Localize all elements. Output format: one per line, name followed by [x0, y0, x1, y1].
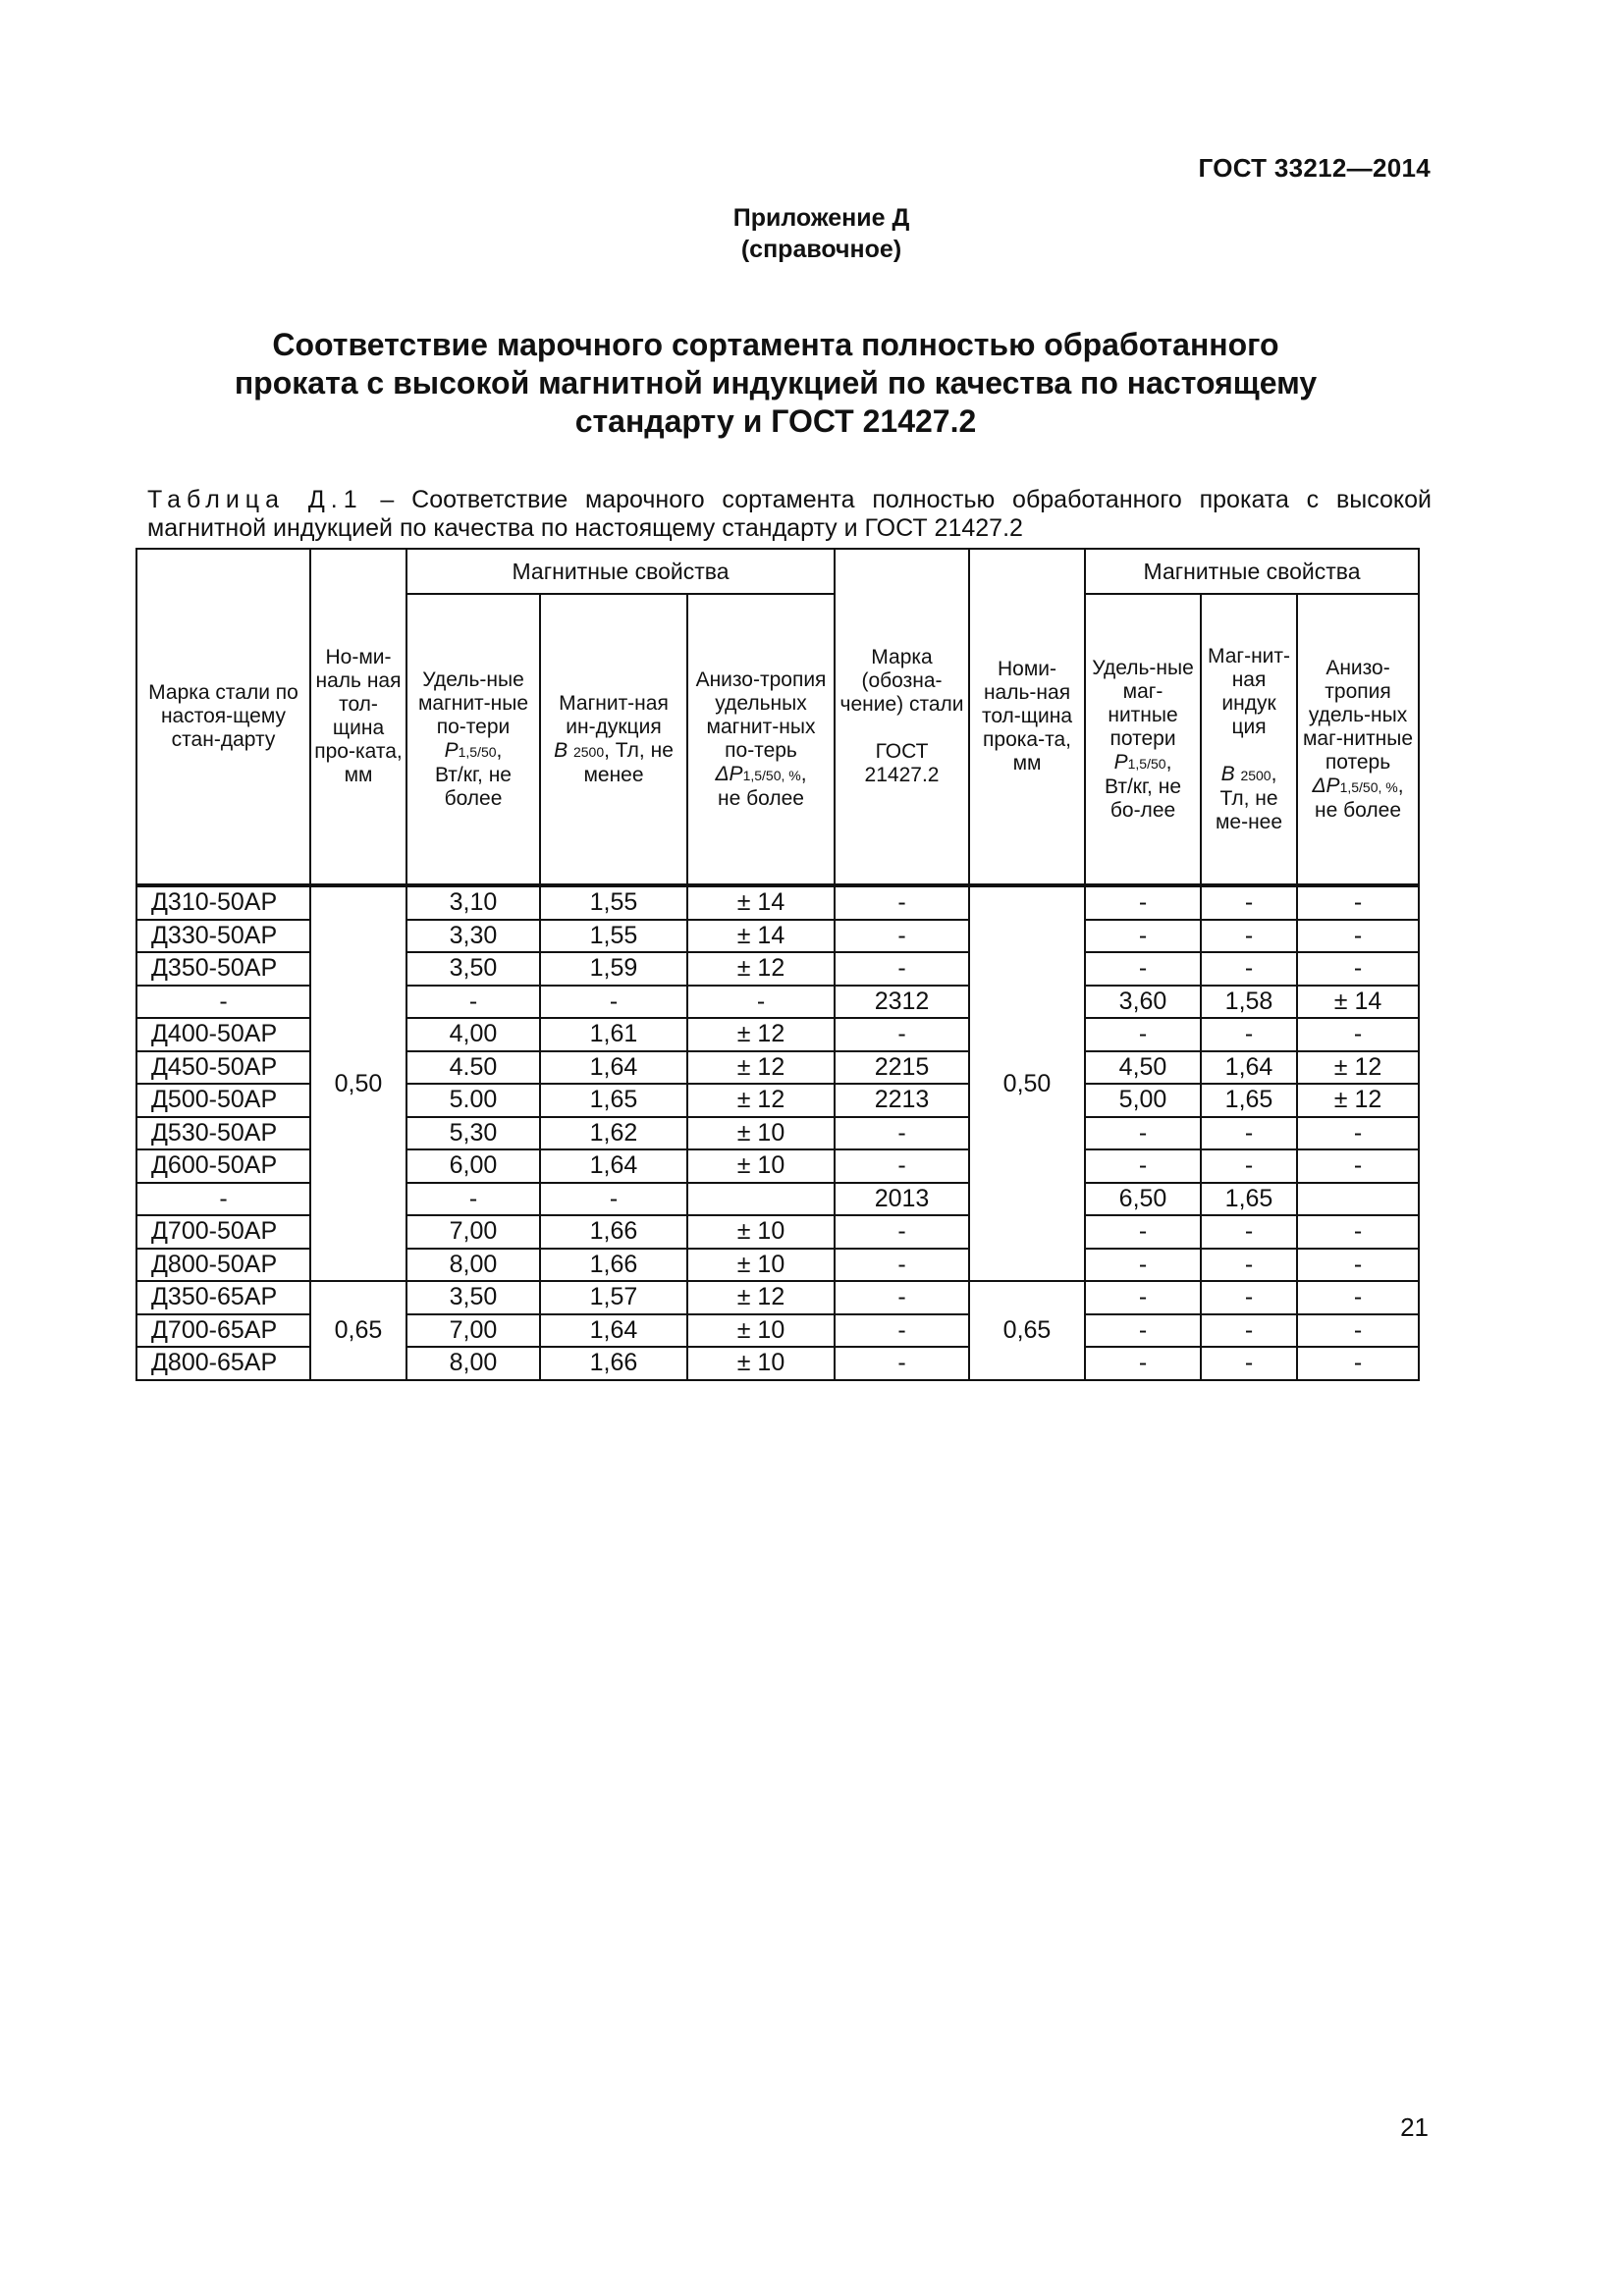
header-gost-grade-label: Марка (обозна-чение) стали — [839, 646, 964, 716]
grade-cell: Д450-50АР — [136, 1051, 310, 1085]
gost-grade-cell: - — [835, 1314, 969, 1348]
header-induction-2-label: Маг-нит-ная индук ция — [1208, 644, 1291, 738]
anisotropy-cell: ± 12 — [687, 1281, 835, 1314]
loss-cell: 5,30 — [406, 1117, 540, 1150]
loss-2-cell: - — [1085, 1215, 1201, 1249]
loss-cell: 4,00 — [406, 1018, 540, 1051]
induction-2-cell: 1,58 — [1201, 986, 1297, 1019]
gost-grade-cell: 2213 — [835, 1084, 969, 1117]
anisotropy-cell: ± 12 — [687, 1084, 835, 1117]
anisotropy-2-cell: - — [1297, 1249, 1419, 1282]
header-specific-losses: Удель-ные магнит-ные по-тери P1,5/50, Вт/кг, не более — [406, 594, 540, 885]
gost-grade-cell: - — [835, 1281, 969, 1314]
induction-2-cell: 1,65 — [1201, 1084, 1297, 1117]
gost-grade-cell: - — [835, 1117, 969, 1150]
anisotropy-2-cell: - — [1297, 952, 1419, 986]
symbol-b-2-sub: 2500 — [1240, 767, 1271, 783]
thickness-cell: 0,65 — [310, 1281, 406, 1380]
gost-grade-cell: 2013 — [835, 1183, 969, 1216]
grade-cell: - — [136, 1183, 310, 1216]
symbol-b: B — [554, 738, 568, 762]
header-anisotropy-2-limit: , не более — [1315, 774, 1404, 822]
induction-2-cell: - — [1201, 1215, 1297, 1249]
grade-cell: Д500-50АР — [136, 1084, 310, 1117]
induction-2-cell: - — [1201, 1249, 1297, 1282]
anisotropy-cell: ± 10 — [687, 1117, 835, 1150]
loss-cell: 7,00 — [406, 1314, 540, 1348]
anisotropy-2-cell: - — [1297, 885, 1419, 920]
induction-cell: 1,64 — [540, 1149, 687, 1183]
anisotropy-cell: ± 10 — [687, 1314, 835, 1348]
loss-2-cell: - — [1085, 1249, 1201, 1282]
anisotropy-2-cell: - — [1297, 1117, 1419, 1150]
anisotropy-2-cell: ± 12 — [1297, 1084, 1419, 1117]
loss-2-cell: - — [1085, 920, 1201, 953]
grade-cell: Д800-65АР — [136, 1347, 310, 1380]
loss-cell: 8,00 — [406, 1347, 540, 1380]
appendix-label: Приложение Д — [732, 204, 910, 232]
grade-cell: Д330-50АР — [136, 920, 310, 953]
loss-2-cell: 3,60 — [1085, 986, 1201, 1019]
loss-2-cell: 4,50 — [1085, 1051, 1201, 1085]
header-anisotropy-label: Анизо-тропия удельных магнит-ных по-терь — [695, 667, 827, 762]
anisotropy-cell: ± 10 — [687, 1149, 835, 1183]
loss-2-cell: - — [1085, 1149, 1201, 1183]
header-gost-standard: ГОСТ 21427.2 — [864, 740, 940, 786]
header-thickness: Но-ми-наль ная тол-щина про-ката, мм — [310, 549, 406, 885]
induction-cell: 1,65 — [540, 1084, 687, 1117]
header-specific-losses-2-unit: Вт/кг, не бо-лее — [1105, 774, 1182, 822]
gost-grade-cell: - — [835, 885, 969, 920]
gost-grade-cell: 2312 — [835, 986, 969, 1019]
loss-2-cell: - — [1085, 1314, 1201, 1348]
anisotropy-cell: ± 14 — [687, 920, 835, 953]
induction-2-cell: 1,64 — [1201, 1051, 1297, 1085]
grade-cell: Д400-50АР — [136, 1018, 310, 1051]
grade-cell: Д800-50АР — [136, 1249, 310, 1282]
header-specific-losses-unit: Вт/кг, не более — [435, 763, 512, 810]
induction-2-cell: - — [1201, 952, 1297, 986]
grade-cell: Д350-50АР — [136, 952, 310, 986]
table-caption — [147, 486, 1432, 543]
induction-cell: 1,64 — [540, 1051, 687, 1085]
induction-2-cell: - — [1201, 885, 1297, 920]
grade-cell: Д600-50АР — [136, 1149, 310, 1183]
anisotropy-cell: ± 10 — [687, 1347, 835, 1380]
loss-cell: - — [406, 986, 540, 1019]
anisotropy-2-cell: - — [1297, 1281, 1419, 1314]
gost-grade-cell: - — [835, 1249, 969, 1282]
gost-grade-cell: - — [835, 920, 969, 953]
induction-2-cell: - — [1201, 1314, 1297, 1348]
header-magnetic-properties-2: Магнитные свойства — [1085, 549, 1419, 594]
grade-cell: Д530-50АР — [136, 1117, 310, 1150]
anisotropy-cell — [687, 1183, 835, 1216]
loss-cell: 8,00 — [406, 1249, 540, 1282]
induction-cell: 1,57 — [540, 1281, 687, 1314]
loss-cell: 3,50 — [406, 952, 540, 986]
thickness-2-cell: 0,50 — [969, 885, 1085, 1281]
symbol-p-2-sub: 1,5/50 — [1127, 755, 1166, 772]
header-thickness-2: Номи-наль-ная тол-щина прока-та, мм — [969, 549, 1085, 885]
header-specific-losses-2: Удель-ные маг-нитные потери P1,5/50, Вт/кг, не бо-лее — [1085, 594, 1201, 885]
anisotropy-2-cell: - — [1297, 1018, 1419, 1051]
anisotropy-2-cell: - — [1297, 920, 1419, 953]
loss-2-cell: 5,00 — [1085, 1084, 1201, 1117]
header-specific-losses-label: Удель-ные магнит-ные по-тери — [417, 667, 529, 738]
table-row — [136, 885, 1419, 920]
grade-cell: - — [136, 986, 310, 1019]
induction-cell: 1,62 — [540, 1117, 687, 1150]
gost-grade-cell: - — [835, 1347, 969, 1380]
anisotropy-2-cell — [1297, 1183, 1419, 1216]
symbol-b-2: B — [1220, 762, 1235, 785]
loss-cell: - — [406, 1183, 540, 1216]
induction-2-cell: 1,65 — [1201, 1183, 1297, 1216]
loss-2-cell: - — [1085, 1117, 1201, 1150]
induction-2-cell: - — [1201, 1117, 1297, 1150]
header-grade: Марка стали по настоя-щему стан-дарту — [136, 549, 310, 885]
anisotropy-2-cell: - — [1297, 1149, 1419, 1183]
header-anisotropy-2 — [1297, 594, 1419, 885]
induction-cell: 1,55 — [540, 885, 687, 920]
anisotropy-2-cell: ± 12 — [1297, 1051, 1419, 1085]
appendix-type: (справочное) — [740, 236, 902, 263]
loss-2-cell: - — [1085, 885, 1201, 920]
anisotropy-2-cell: - — [1297, 1347, 1419, 1380]
induction-2-cell: - — [1201, 1018, 1297, 1051]
gost-grade-cell: - — [835, 1018, 969, 1051]
anisotropy-2-cell: - — [1297, 1314, 1419, 1348]
header-induction-unit: , Тл, не менее — [583, 738, 674, 786]
symbol-p: P — [444, 738, 459, 762]
header-magnetic-properties: Магнитные свойства — [406, 549, 835, 594]
gost-grade-cell: 2215 — [835, 1051, 969, 1085]
appendix-heading — [0, 202, 1623, 265]
title-line-2: проката с высокой магнитной индукцией по качества по настоящему — [234, 365, 1318, 400]
thickness-2-cell: 0,65 — [969, 1281, 1085, 1380]
thickness-cell: 0,50 — [310, 885, 406, 1281]
loss-2-cell: - — [1085, 1281, 1201, 1314]
table-caption-label: Таблица Д.1 — [147, 486, 363, 513]
grade-cell: Д310-50АР — [136, 885, 310, 920]
induction-cell: - — [540, 986, 687, 1019]
anisotropy-cell: ± 12 — [687, 952, 835, 986]
symbol-p-sub: 1,5/50 — [458, 743, 497, 760]
anisotropy-cell: ± 12 — [687, 1051, 835, 1085]
loss-cell: 6,00 — [406, 1149, 540, 1183]
title-line-1: Соответствие марочного сортамента полностью обработанного — [272, 327, 1279, 362]
induction-cell: 1,66 — [540, 1215, 687, 1249]
page-number: 21 — [1400, 2112, 1429, 2142]
symbol-delta-p-2-sub: 1,5/50, % — [1339, 778, 1398, 795]
grade-cell: Д700-50АР — [136, 1215, 310, 1249]
title-line-3: стандарту и ГОСТ 21427.2 — [574, 403, 977, 439]
anisotropy-2-cell: ± 14 — [1297, 986, 1419, 1019]
header-anisotropy: Анизо-тропия удельных магнит-ных по-терь ΔP1,5/50, %, не более — [687, 594, 835, 885]
page-title — [177, 326, 1375, 441]
symbol-b-sub: 2500 — [572, 743, 605, 760]
header-induction-2-unit: Тл, не ме-нее — [1215, 786, 1283, 833]
gost-grade-cell: - — [835, 1149, 969, 1183]
loss-2-cell: - — [1085, 1018, 1201, 1051]
header-induction — [540, 594, 687, 885]
loss-cell: 5.00 — [406, 1084, 540, 1117]
loss-cell: 3,30 — [406, 920, 540, 953]
anisotropy-cell: ± 10 — [687, 1215, 835, 1249]
induction-cell: 1,55 — [540, 920, 687, 953]
grade-cell: Д350-65АР — [136, 1281, 310, 1314]
symbol-p-2: P — [1113, 750, 1128, 774]
table-caption-text: – Соответствие марочного сортамента полностью обработанного проката с высокой магнитной индукцией по качества по настоящему стандарту и ГОСТ 21427.2 — [147, 486, 1433, 542]
loss-cell: 7,00 — [406, 1215, 540, 1249]
anisotropy-cell: ± 14 — [687, 885, 835, 920]
loss-2-cell: 6,50 — [1085, 1183, 1201, 1216]
header-gost-grade — [835, 549, 969, 885]
induction-cell: 1,66 — [540, 1249, 687, 1282]
gost-grade-cell: - — [835, 952, 969, 986]
induction-cell: 1,64 — [540, 1314, 687, 1348]
anisotropy-cell: ± 10 — [687, 1249, 835, 1282]
grade-cell: Д700-65АР — [136, 1314, 310, 1348]
induction-cell: 1,61 — [540, 1018, 687, 1051]
anisotropy-cell: - — [687, 986, 835, 1019]
anisotropy-2-cell: - — [1297, 1215, 1419, 1249]
induction-2-cell: - — [1201, 1281, 1297, 1314]
header-anisotropy-2-label: Анизо-тропия удель-ных маг-нитные потерь — [1302, 656, 1414, 774]
header-induction-2: Маг-нит-ная индук ция B 2500, Тл, не ме-нее — [1201, 594, 1297, 885]
header-specific-losses-2-label: Удель-ные маг-нитные потери — [1092, 656, 1194, 750]
induction-2-cell: - — [1201, 920, 1297, 953]
loss-cell: 4.50 — [406, 1051, 540, 1085]
loss-cell: 3,50 — [406, 1281, 540, 1314]
steel-correspondence-table — [135, 548, 1420, 1381]
header-anisotropy-limit: не более — [718, 786, 804, 810]
induction-cell: 1,66 — [540, 1347, 687, 1380]
anisotropy-cell: ± 12 — [687, 1018, 835, 1051]
induction-cell: 1,59 — [540, 952, 687, 986]
loss-2-cell: - — [1085, 1347, 1201, 1380]
induction-2-cell: - — [1201, 1149, 1297, 1183]
symbol-delta-p: ΔP — [715, 762, 743, 785]
induction-cell: - — [540, 1183, 687, 1216]
symbol-delta-p-sub: 1,5/50, % — [742, 767, 801, 783]
loss-cell: 3,10 — [406, 885, 540, 920]
induction-2-cell: - — [1201, 1347, 1297, 1380]
gost-grade-cell: - — [835, 1215, 969, 1249]
symbol-delta-p-2: ΔP — [1312, 774, 1340, 797]
loss-2-cell: - — [1085, 952, 1201, 986]
document-code: ГОСТ 33212—2014 — [1198, 153, 1431, 183]
table-row — [136, 1281, 1419, 1314]
header-induction-label: Магнит-ная ин-дукция — [559, 691, 669, 738]
